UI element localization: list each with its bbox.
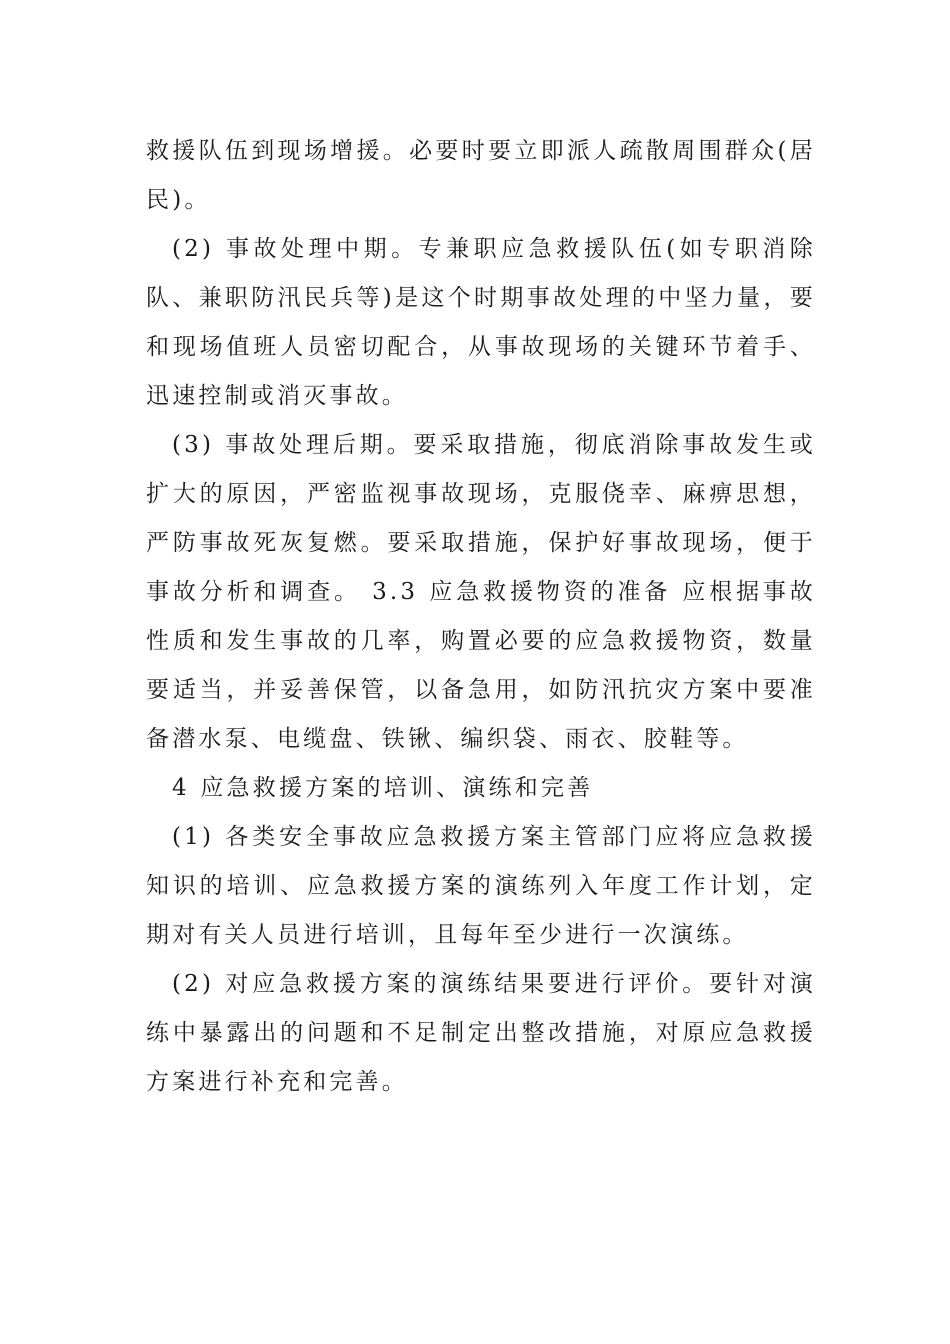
section-heading-training: 4 应急救援方案的培训、演练和完善 (172, 775, 594, 801)
paragraph-evaluation: (2) 对应急救援方案的演练结果要进行评价。要针对演练中暴露出的问题和不足制定出整改措施，对原应急救援方案进行补充和完善。 (146, 971, 816, 1095)
paragraph-training-plan: (1) 各类安全事故应急救援方案主管部门应将应急救援知识的培训、应急救援方案的演练列入年度工作计划，定期对有关人员进行培训，且每年至少进行一次演练。 (146, 824, 816, 948)
paragraph-late-stage: (3) 事故处理后期。要采取措施，彻底消除事故发生或扩大的原因，严密监视事故现场，克服侥幸、麻痹思想，严防事故死灰复燃。要采取措施，保护好事故现场，便于事故分析和调查。 3.3 应急救援物资的准备 应根据事故性质和发生事故的几率，购置必要的应急救援物资，数量要适当，并妥善保管，以备急用，如防汛抗灾方案中要准备潜水泵、电缆盘、铁锹、编织袋、雨衣、胶鞋等。 (146, 432, 816, 752)
paragraph-mid-stage: (2) 事故处理中期。专兼职应急救援队伍(如专职消除队、兼职防汛民兵等)是这个时期事故处理的中坚力量，要和现场值班人员密切配合，从事故现场的关键环节着手、迅速控制或消灭事故。 (146, 236, 816, 409)
document-page (146, 127, 816, 1107)
paragraph-continuation: 救援队伍到现场增援。必要时要立即派人疏散周围群众(居民)。 (146, 138, 816, 213)
